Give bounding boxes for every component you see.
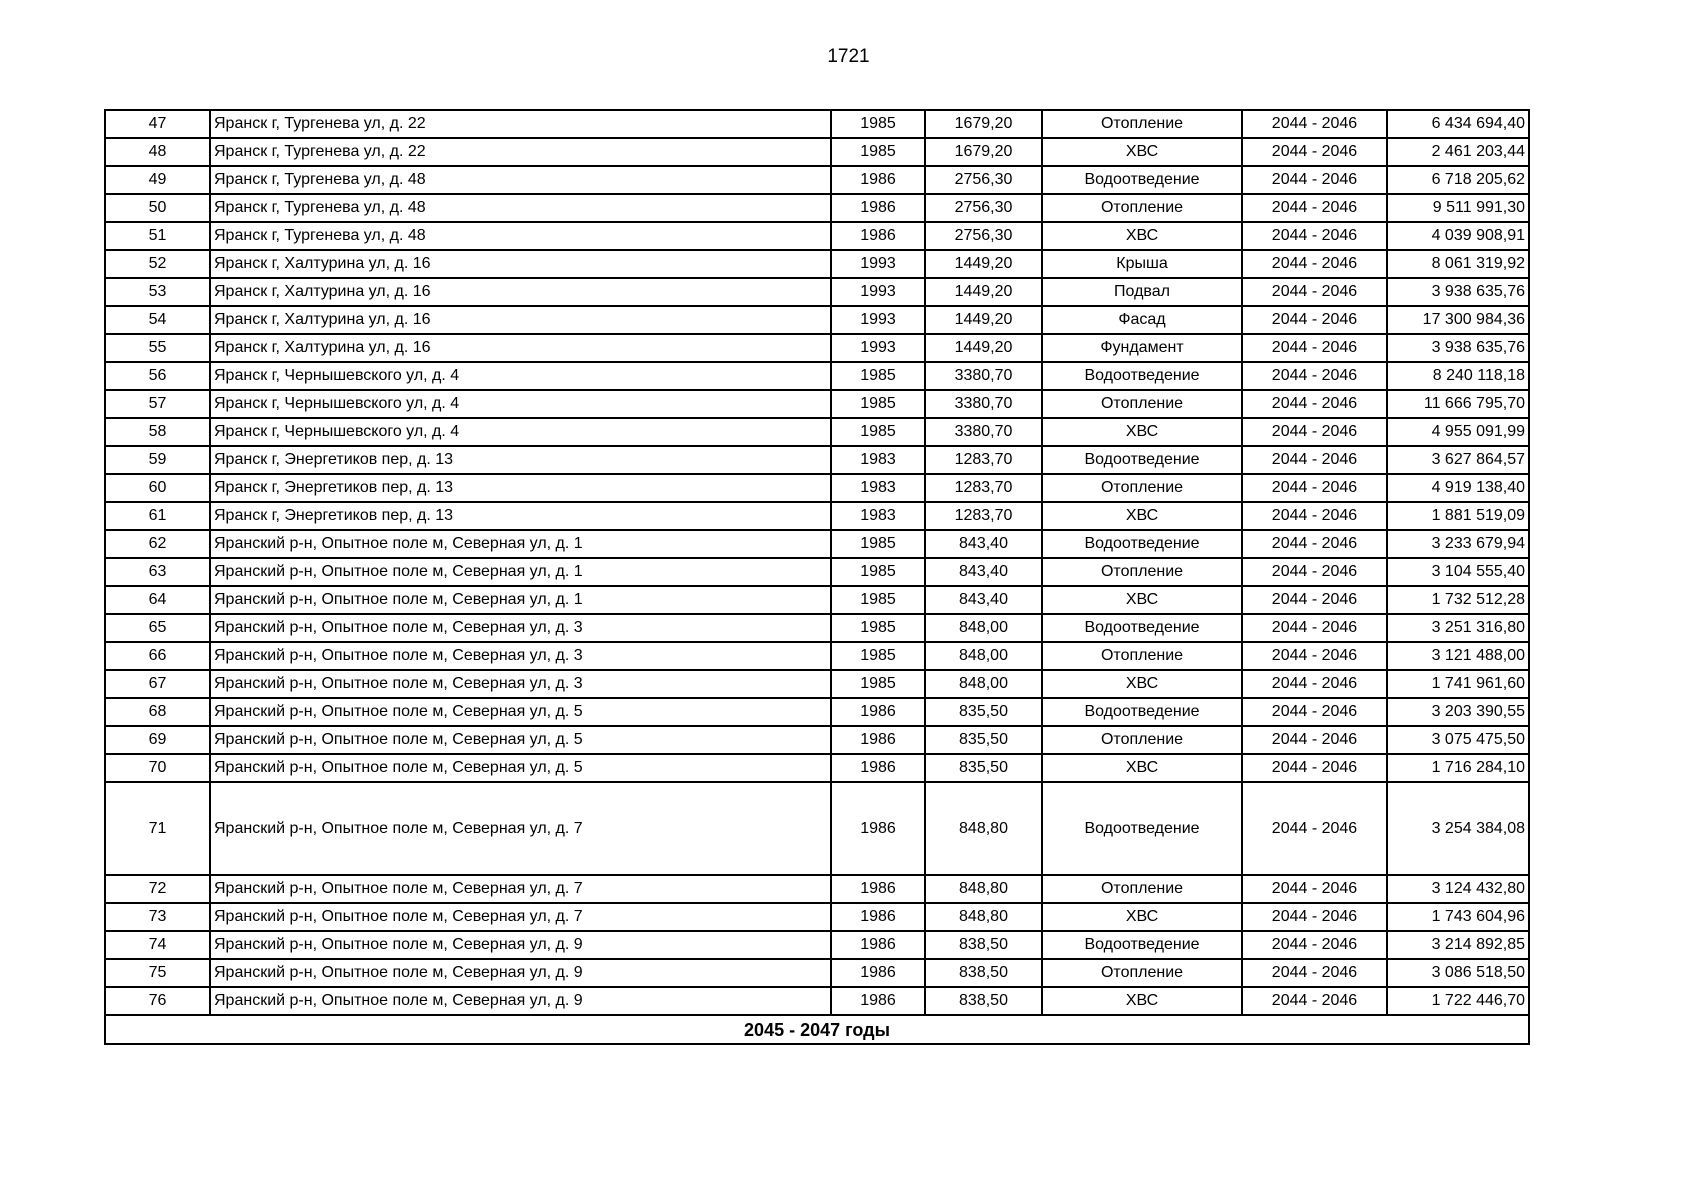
cost-cell: 3 203 390,55 bbox=[1387, 698, 1529, 726]
period-cell: 2044 - 2046 bbox=[1242, 903, 1387, 931]
period-cell: 2044 - 2046 bbox=[1242, 306, 1387, 334]
year-built-cell: 1985 bbox=[831, 390, 925, 418]
cost-cell: 1 743 604,96 bbox=[1387, 903, 1529, 931]
row-number: 56 bbox=[105, 362, 210, 390]
row-number: 47 bbox=[105, 110, 210, 138]
table-row bbox=[105, 586, 1529, 614]
row-number: 66 bbox=[105, 642, 210, 670]
area-cell: 1283,70 bbox=[925, 502, 1042, 530]
cost-cell: 3 627 864,57 bbox=[1387, 446, 1529, 474]
table-row bbox=[105, 362, 1529, 390]
cost-cell: 3 075 475,50 bbox=[1387, 726, 1529, 754]
address-cell: Яранский р-н, Опытное поле м, Северная ул, д. 5 bbox=[210, 754, 831, 782]
cost-cell: 3 214 892,85 bbox=[1387, 931, 1529, 959]
table-row bbox=[105, 446, 1529, 474]
work-type-cell: Отопление bbox=[1042, 959, 1242, 987]
section-heading: 2045 - 2047 годы bbox=[105, 1015, 1529, 1044]
period-cell: 2044 - 2046 bbox=[1242, 670, 1387, 698]
address-cell: Яранский р-н, Опытное поле м, Северная ул, д. 1 bbox=[210, 530, 831, 558]
row-number: 62 bbox=[105, 530, 210, 558]
work-type-cell: ХВС bbox=[1042, 138, 1242, 166]
work-type-cell: Отопление bbox=[1042, 558, 1242, 586]
table-row bbox=[105, 306, 1529, 334]
row-number: 70 bbox=[105, 754, 210, 782]
area-cell: 838,50 bbox=[925, 987, 1042, 1015]
cost-cell: 3 124 432,80 bbox=[1387, 875, 1529, 903]
address-cell: Яранск г, Чернышевского ул, д. 4 bbox=[210, 390, 831, 418]
table-row bbox=[105, 698, 1529, 726]
area-cell: 835,50 bbox=[925, 726, 1042, 754]
cost-cell: 3 233 679,94 bbox=[1387, 530, 1529, 558]
period-cell: 2044 - 2046 bbox=[1242, 586, 1387, 614]
address-cell: Яранск г, Чернышевского ул, д. 4 bbox=[210, 418, 831, 446]
year-built-cell: 1983 bbox=[831, 502, 925, 530]
table-row bbox=[105, 903, 1529, 931]
cost-cell: 4 039 908,91 bbox=[1387, 222, 1529, 250]
table-row bbox=[105, 138, 1529, 166]
cost-cell: 8 240 118,18 bbox=[1387, 362, 1529, 390]
work-type-cell: Подвал bbox=[1042, 278, 1242, 306]
period-cell: 2044 - 2046 bbox=[1242, 959, 1387, 987]
table-row bbox=[105, 614, 1529, 642]
year-built-cell: 1985 bbox=[831, 642, 925, 670]
row-number: 73 bbox=[105, 903, 210, 931]
work-type-cell: Отопление bbox=[1042, 474, 1242, 502]
period-cell: 2044 - 2046 bbox=[1242, 754, 1387, 782]
address-cell: Яранск г, Энергетиков пер, д. 13 bbox=[210, 502, 831, 530]
row-number: 74 bbox=[105, 931, 210, 959]
address-cell: Яранск г, Энергетиков пер, д. 13 bbox=[210, 446, 831, 474]
table-row bbox=[105, 670, 1529, 698]
area-cell: 838,50 bbox=[925, 959, 1042, 987]
work-type-cell: Водоотведение bbox=[1042, 446, 1242, 474]
row-number: 64 bbox=[105, 586, 210, 614]
year-built-cell: 1986 bbox=[831, 875, 925, 903]
address-cell: Яранск г, Энергетиков пер, д. 13 bbox=[210, 474, 831, 502]
area-cell: 1449,20 bbox=[925, 306, 1042, 334]
area-cell: 843,40 bbox=[925, 558, 1042, 586]
address-cell: Яранск г, Тургенева ул, д. 22 bbox=[210, 110, 831, 138]
year-built-cell: 1986 bbox=[831, 222, 925, 250]
table-row bbox=[105, 987, 1529, 1015]
period-cell: 2044 - 2046 bbox=[1242, 698, 1387, 726]
row-number: 52 bbox=[105, 250, 210, 278]
year-built-cell: 1993 bbox=[831, 306, 925, 334]
year-built-cell: 1986 bbox=[831, 903, 925, 931]
cost-cell: 2 461 203,44 bbox=[1387, 138, 1529, 166]
address-cell: Яранский р-н, Опытное поле м, Северная ул, д. 7 bbox=[210, 903, 831, 931]
work-type-cell: ХВС bbox=[1042, 670, 1242, 698]
cost-cell: 4 919 138,40 bbox=[1387, 474, 1529, 502]
address-cell: Яранск г, Тургенева ул, д. 48 bbox=[210, 166, 831, 194]
table-row bbox=[105, 558, 1529, 586]
work-type-cell: Отопление bbox=[1042, 194, 1242, 222]
address-cell: Яранский р-н, Опытное поле м, Северная ул, д. 1 bbox=[210, 558, 831, 586]
address-cell: Яранский р-н, Опытное поле м, Северная ул, д. 3 bbox=[210, 670, 831, 698]
repair-schedule-table bbox=[104, 109, 1530, 1045]
year-built-cell: 1993 bbox=[831, 250, 925, 278]
work-type-cell: ХВС bbox=[1042, 222, 1242, 250]
year-built-cell: 1983 bbox=[831, 446, 925, 474]
table-row bbox=[105, 250, 1529, 278]
period-cell: 2044 - 2046 bbox=[1242, 418, 1387, 446]
area-cell: 848,80 bbox=[925, 782, 1042, 875]
area-cell: 3380,70 bbox=[925, 390, 1042, 418]
area-cell: 1679,20 bbox=[925, 110, 1042, 138]
table-row bbox=[105, 875, 1529, 903]
cost-cell: 9 511 991,30 bbox=[1387, 194, 1529, 222]
year-built-cell: 1986 bbox=[831, 931, 925, 959]
work-type-cell: ХВС bbox=[1042, 754, 1242, 782]
work-type-cell: Водоотведение bbox=[1042, 782, 1242, 875]
address-cell: Яранск г, Халтурина ул, д. 16 bbox=[210, 306, 831, 334]
period-cell: 2044 - 2046 bbox=[1242, 614, 1387, 642]
area-cell: 835,50 bbox=[925, 754, 1042, 782]
work-type-cell: Водоотведение bbox=[1042, 698, 1242, 726]
area-cell: 835,50 bbox=[925, 698, 1042, 726]
row-number: 53 bbox=[105, 278, 210, 306]
cost-cell: 1 716 284,10 bbox=[1387, 754, 1529, 782]
work-type-cell: Водоотведение bbox=[1042, 931, 1242, 959]
work-type-cell: Отопление bbox=[1042, 726, 1242, 754]
work-type-cell: Водоотведение bbox=[1042, 530, 1242, 558]
period-cell: 2044 - 2046 bbox=[1242, 390, 1387, 418]
year-built-cell: 1986 bbox=[831, 194, 925, 222]
row-number: 59 bbox=[105, 446, 210, 474]
period-cell: 2044 - 2046 bbox=[1242, 194, 1387, 222]
work-type-cell: Фасад bbox=[1042, 306, 1242, 334]
cost-cell: 17 300 984,36 bbox=[1387, 306, 1529, 334]
cost-cell: 3 938 635,76 bbox=[1387, 334, 1529, 362]
period-cell: 2044 - 2046 bbox=[1242, 642, 1387, 670]
row-number: 68 bbox=[105, 698, 210, 726]
table-row bbox=[105, 782, 1529, 875]
area-cell: 848,80 bbox=[925, 903, 1042, 931]
year-built-cell: 1985 bbox=[831, 614, 925, 642]
work-type-cell: ХВС bbox=[1042, 502, 1242, 530]
period-cell: 2044 - 2046 bbox=[1242, 250, 1387, 278]
year-built-cell: 1985 bbox=[831, 138, 925, 166]
cost-cell: 3 254 384,08 bbox=[1387, 782, 1529, 875]
table-row bbox=[105, 194, 1529, 222]
table-row bbox=[105, 474, 1529, 502]
period-cell: 2044 - 2046 bbox=[1242, 875, 1387, 903]
section-heading-row bbox=[105, 1015, 1529, 1044]
cost-cell: 3 086 518,50 bbox=[1387, 959, 1529, 987]
period-cell: 2044 - 2046 bbox=[1242, 474, 1387, 502]
area-cell: 3380,70 bbox=[925, 362, 1042, 390]
period-cell: 2044 - 2046 bbox=[1242, 931, 1387, 959]
period-cell: 2044 - 2046 bbox=[1242, 362, 1387, 390]
work-type-cell: ХВС bbox=[1042, 903, 1242, 931]
address-cell: Яранский р-н, Опытное поле м, Северная ул, д. 5 bbox=[210, 698, 831, 726]
work-type-cell: ХВС bbox=[1042, 586, 1242, 614]
area-cell: 848,80 bbox=[925, 875, 1042, 903]
year-built-cell: 1986 bbox=[831, 166, 925, 194]
area-cell: 1283,70 bbox=[925, 446, 1042, 474]
work-type-cell: Отопление bbox=[1042, 390, 1242, 418]
cost-cell: 3 121 488,00 bbox=[1387, 642, 1529, 670]
address-cell: Яранский р-н, Опытное поле м, Северная ул, д. 5 bbox=[210, 726, 831, 754]
cost-cell: 3 938 635,76 bbox=[1387, 278, 1529, 306]
address-cell: Яранский р-н, Опытное поле м, Северная ул, д. 3 bbox=[210, 614, 831, 642]
work-type-cell: Водоотведение bbox=[1042, 614, 1242, 642]
area-cell: 2756,30 bbox=[925, 166, 1042, 194]
row-number: 55 bbox=[105, 334, 210, 362]
year-built-cell: 1986 bbox=[831, 987, 925, 1015]
row-number: 54 bbox=[105, 306, 210, 334]
cost-cell: 3 251 316,80 bbox=[1387, 614, 1529, 642]
address-cell: Яранск г, Халтурина ул, д. 16 bbox=[210, 334, 831, 362]
area-cell: 1283,70 bbox=[925, 474, 1042, 502]
period-cell: 2044 - 2046 bbox=[1242, 222, 1387, 250]
area-cell: 838,50 bbox=[925, 931, 1042, 959]
year-built-cell: 1985 bbox=[831, 418, 925, 446]
year-built-cell: 1986 bbox=[831, 782, 925, 875]
table-row bbox=[105, 278, 1529, 306]
area-cell: 1449,20 bbox=[925, 250, 1042, 278]
cost-cell: 6 434 694,40 bbox=[1387, 110, 1529, 138]
row-number: 75 bbox=[105, 959, 210, 987]
work-type-cell: Отопление bbox=[1042, 642, 1242, 670]
row-number: 61 bbox=[105, 502, 210, 530]
row-number: 58 bbox=[105, 418, 210, 446]
area-cell: 848,00 bbox=[925, 642, 1042, 670]
table-row bbox=[105, 959, 1529, 987]
table-row bbox=[105, 418, 1529, 446]
cost-cell: 1 732 512,28 bbox=[1387, 586, 1529, 614]
year-built-cell: 1993 bbox=[831, 334, 925, 362]
table-row bbox=[105, 754, 1529, 782]
row-number: 69 bbox=[105, 726, 210, 754]
period-cell: 2044 - 2046 bbox=[1242, 782, 1387, 875]
row-number: 76 bbox=[105, 987, 210, 1015]
address-cell: Яранск г, Чернышевского ул, д. 4 bbox=[210, 362, 831, 390]
table-row bbox=[105, 530, 1529, 558]
period-cell: 2044 - 2046 bbox=[1242, 138, 1387, 166]
year-built-cell: 1986 bbox=[831, 726, 925, 754]
row-number: 63 bbox=[105, 558, 210, 586]
year-built-cell: 1985 bbox=[831, 110, 925, 138]
period-cell: 2044 - 2046 bbox=[1242, 166, 1387, 194]
cost-cell: 3 104 555,40 bbox=[1387, 558, 1529, 586]
cost-cell: 1 722 446,70 bbox=[1387, 987, 1529, 1015]
cost-cell: 1 881 519,09 bbox=[1387, 502, 1529, 530]
table-row bbox=[105, 931, 1529, 959]
address-cell: Яранск г, Тургенева ул, д. 48 bbox=[210, 194, 831, 222]
address-cell: Яранский р-н, Опытное поле м, Северная ул, д. 3 bbox=[210, 642, 831, 670]
period-cell: 2044 - 2046 bbox=[1242, 530, 1387, 558]
table-row bbox=[105, 390, 1529, 418]
period-cell: 2044 - 2046 bbox=[1242, 334, 1387, 362]
year-built-cell: 1985 bbox=[831, 558, 925, 586]
year-built-cell: 1985 bbox=[831, 670, 925, 698]
address-cell: Яранский р-н, Опытное поле м, Северная ул, д. 9 bbox=[210, 987, 831, 1015]
table-row bbox=[105, 334, 1529, 362]
area-cell: 843,40 bbox=[925, 530, 1042, 558]
cost-cell: 1 741 961,60 bbox=[1387, 670, 1529, 698]
year-built-cell: 1985 bbox=[831, 586, 925, 614]
address-cell: Яранский р-н, Опытное поле м, Северная ул, д. 1 bbox=[210, 586, 831, 614]
row-number: 60 bbox=[105, 474, 210, 502]
area-cell: 1449,20 bbox=[925, 334, 1042, 362]
area-cell: 1679,20 bbox=[925, 138, 1042, 166]
area-cell: 3380,70 bbox=[925, 418, 1042, 446]
row-number: 57 bbox=[105, 390, 210, 418]
address-cell: Яранск г, Халтурина ул, д. 16 bbox=[210, 250, 831, 278]
row-number: 51 bbox=[105, 222, 210, 250]
row-number: 49 bbox=[105, 166, 210, 194]
table-body bbox=[105, 110, 1529, 1044]
year-built-cell: 1985 bbox=[831, 362, 925, 390]
address-cell: Яранский р-н, Опытное поле м, Северная ул, д. 7 bbox=[210, 782, 831, 875]
year-built-cell: 1983 bbox=[831, 474, 925, 502]
table-row bbox=[105, 166, 1529, 194]
year-built-cell: 1985 bbox=[831, 530, 925, 558]
cost-cell: 11 666 795,70 bbox=[1387, 390, 1529, 418]
address-cell: Яранский р-н, Опытное поле м, Северная ул, д. 7 bbox=[210, 875, 831, 903]
year-built-cell: 1986 bbox=[831, 754, 925, 782]
work-type-cell: ХВС bbox=[1042, 418, 1242, 446]
period-cell: 2044 - 2046 bbox=[1242, 446, 1387, 474]
work-type-cell: Водоотведение bbox=[1042, 362, 1242, 390]
row-number: 72 bbox=[105, 875, 210, 903]
address-cell: Яранск г, Тургенева ул, д. 48 bbox=[210, 222, 831, 250]
year-built-cell: 1986 bbox=[831, 959, 925, 987]
row-number: 48 bbox=[105, 138, 210, 166]
table-row bbox=[105, 726, 1529, 754]
table-row bbox=[105, 110, 1529, 138]
table-row bbox=[105, 502, 1529, 530]
address-cell: Яранский р-н, Опытное поле м, Северная ул, д. 9 bbox=[210, 959, 831, 987]
row-number: 65 bbox=[105, 614, 210, 642]
table-row bbox=[105, 642, 1529, 670]
year-built-cell: 1986 bbox=[831, 698, 925, 726]
address-cell: Яранск г, Халтурина ул, д. 16 bbox=[210, 278, 831, 306]
year-built-cell: 1993 bbox=[831, 278, 925, 306]
area-cell: 848,00 bbox=[925, 614, 1042, 642]
address-cell: Яранский р-н, Опытное поле м, Северная ул, д. 9 bbox=[210, 931, 831, 959]
address-cell: Яранск г, Тургенева ул, д. 22 bbox=[210, 138, 831, 166]
work-type-cell: ХВС bbox=[1042, 987, 1242, 1015]
table-row bbox=[105, 222, 1529, 250]
row-number: 50 bbox=[105, 194, 210, 222]
page-number: 1721 bbox=[827, 46, 870, 67]
cost-cell: 8 061 319,92 bbox=[1387, 250, 1529, 278]
period-cell: 2044 - 2046 bbox=[1242, 110, 1387, 138]
cost-cell: 4 955 091,99 bbox=[1387, 418, 1529, 446]
period-cell: 2044 - 2046 bbox=[1242, 726, 1387, 754]
work-type-cell: Отопление bbox=[1042, 110, 1242, 138]
area-cell: 2756,30 bbox=[925, 194, 1042, 222]
area-cell: 2756,30 bbox=[925, 222, 1042, 250]
work-type-cell: Отопление bbox=[1042, 875, 1242, 903]
period-cell: 2044 - 2046 bbox=[1242, 558, 1387, 586]
cost-cell: 6 718 205,62 bbox=[1387, 166, 1529, 194]
period-cell: 2044 - 2046 bbox=[1242, 278, 1387, 306]
period-cell: 2044 - 2046 bbox=[1242, 987, 1387, 1015]
area-cell: 843,40 bbox=[925, 586, 1042, 614]
row-number: 71 bbox=[105, 782, 210, 875]
area-cell: 848,00 bbox=[925, 670, 1042, 698]
work-type-cell: Фундамент bbox=[1042, 334, 1242, 362]
work-type-cell: Крыша bbox=[1042, 250, 1242, 278]
area-cell: 1449,20 bbox=[925, 278, 1042, 306]
row-number: 67 bbox=[105, 670, 210, 698]
work-type-cell: Водоотведение bbox=[1042, 166, 1242, 194]
period-cell: 2044 - 2046 bbox=[1242, 502, 1387, 530]
